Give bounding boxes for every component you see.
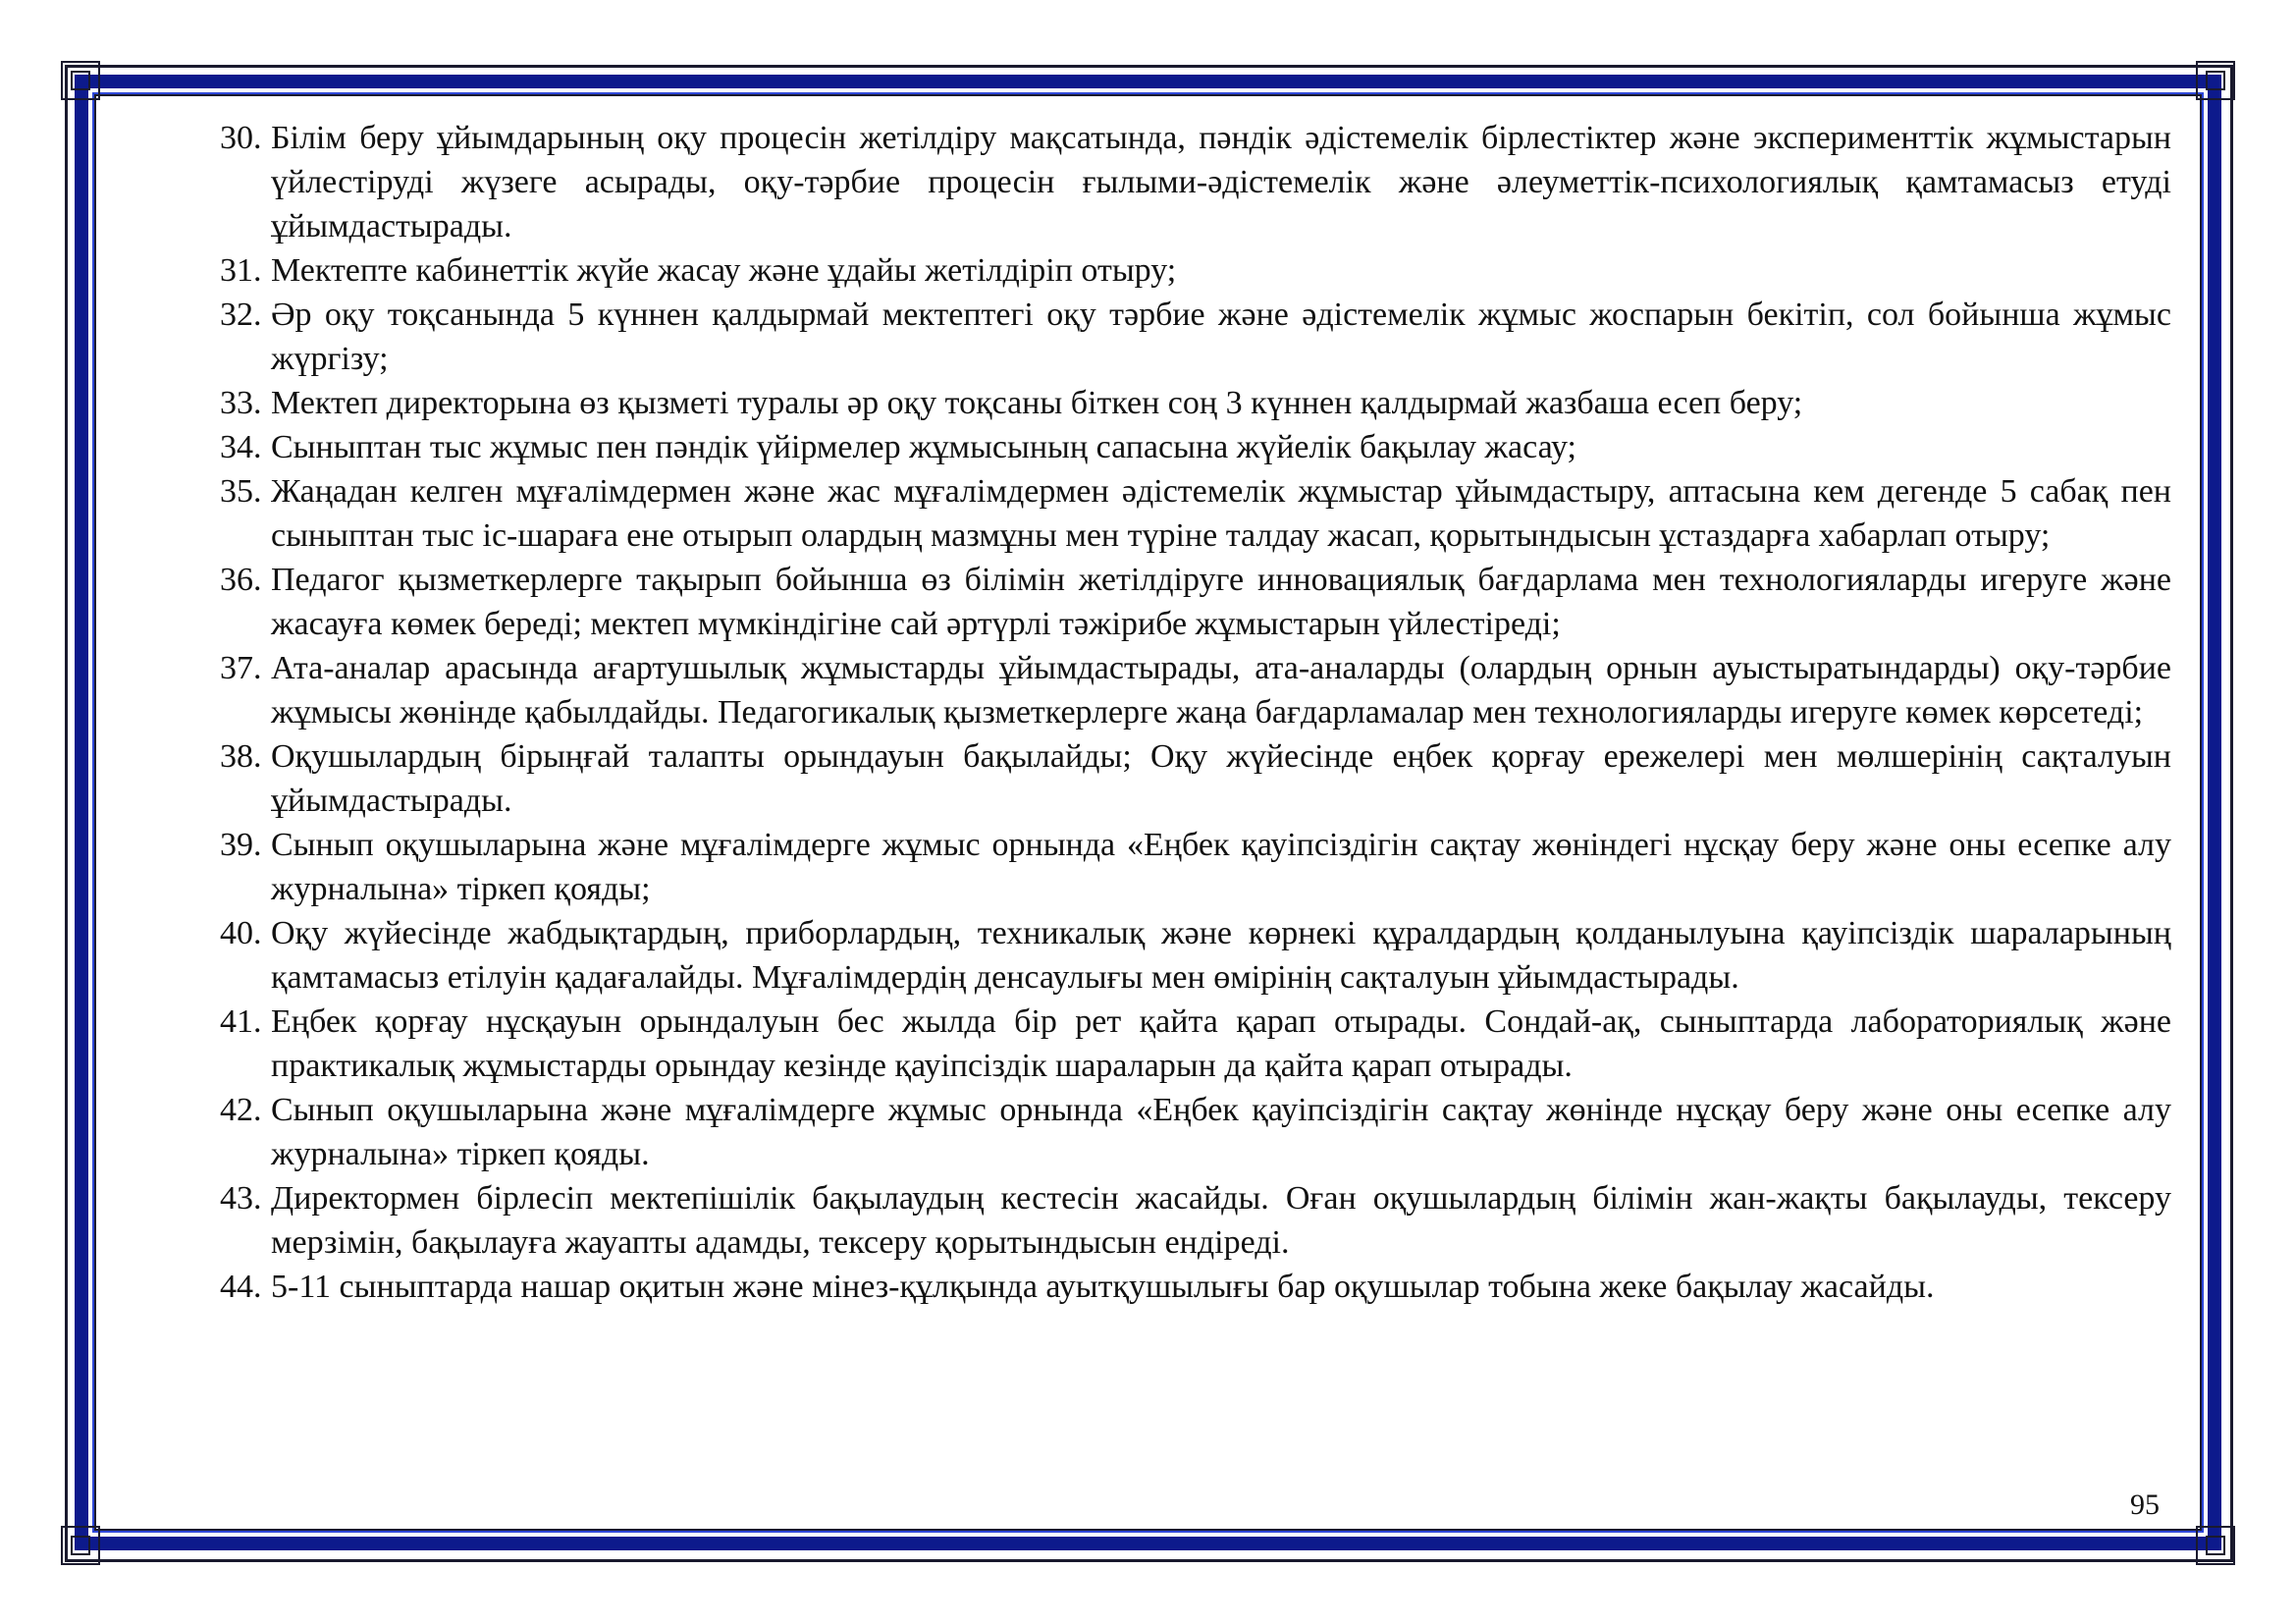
item-text: Директормен бірлесіп мектепішілік бақылаудың кестесін жасайды. Оған оқушылардың білімін жан-жақты бақылауды, тексеру мерзімін, бақылауға жауапты адамды, тексеру қорытындысын ендіреді. <box>271 1180 2171 1261</box>
item-number: 39. <box>220 827 262 863</box>
list-item <box>220 911 2171 1000</box>
frame-corner-ornament <box>61 61 100 100</box>
item-text: Еңбек қорғау нұсқауын орындалуын бес жылда бір рет қайта қарап отырады. Сондай-ақ, сыныптарда лабораториялық және практикалық жұмыстарды орындау кезінде қауіпсіздік шараларын да қайта қарап отырады. <box>271 1003 2171 1084</box>
frame-corner-ornament <box>2196 61 2235 100</box>
list-item <box>220 1265 2171 1309</box>
item-number: 30. <box>220 120 262 156</box>
item-text: Сынып оқушыларына және мұғалімдерге жұмыс орнында «Еңбек қауіпсіздігін сақтау жөнінде нұсқау беру және оны есепке алу журналына» тіркеп қояды. <box>271 1092 2171 1172</box>
item-number: 36. <box>220 562 262 598</box>
list-item <box>220 425 2171 469</box>
list-item <box>220 823 2171 911</box>
item-number: 37. <box>220 650 262 686</box>
item-text: Оқу жүйесінде жабдықтардың, приборлардың, техникалық және көрнекі құралдардың қолданылуына қауіпсіздік шараларының қамтамасыз етілуін қадағалайды. Мұғалімдердің денсаулығы мен өмірінің сақталуын ұйымдастырады. <box>271 915 2171 996</box>
list-item <box>220 469 2171 558</box>
item-number: 43. <box>220 1180 262 1217</box>
item-number: 38. <box>220 738 262 775</box>
item-text: Әр оқу тоқсанында 5 күннен қалдырмай мектептегі оқу тәрбие және әдістемелік жұмыс жоспарын бекітіп, сол бойынша жұмыс жүргізу; <box>271 297 2171 377</box>
item-text: Ата-аналар арасында ағартушылық жұмыстарды ұйымдастырады, ата-аналарды (олардың орнын ауыстыратындарды) оқу-тәрбие жұмысы жөнінде қабылдайды. Педагогикалық қызметкерлерге жаңа бағдарламалар мен технологияларды игеруге көмек көрсетеді; <box>271 650 2171 731</box>
document-body <box>220 116 2171 1309</box>
list-item <box>220 646 2171 734</box>
list-item <box>220 1176 2171 1265</box>
item-number: 32. <box>220 297 262 333</box>
item-text: Педагог қызметкерлерге тақырып бойынша өз білімін жетілдіруге инновациялық бағдарлама мен технологияларды игеруге және жасауға көмек береді; мектеп мүмкіндігіне сай әртүрлі тәжірибе жұмыстарын үйлестіреді; <box>271 562 2171 642</box>
item-number: 40. <box>220 915 262 951</box>
list-item <box>220 558 2171 646</box>
item-number: 35. <box>220 473 262 510</box>
item-number: 44. <box>220 1269 262 1305</box>
item-number: 41. <box>220 1003 262 1040</box>
list-item <box>220 116 2171 248</box>
item-number: 31. <box>220 252 262 289</box>
item-number: 42. <box>220 1092 262 1128</box>
item-number: 34. <box>220 429 262 465</box>
item-text: Сыныптан тыс жұмыс пен пәндік үйірмелер жұмысының сапасына жүйелік бақылау жасау; <box>271 429 1576 465</box>
item-text: Білім беру ұйымдарының оқу процесін жетілдіру мақсатында, пәндік әдістемелік бірлестіктер және эксперименттік жұмыстарын үйлестіруді жүзеге асырады, оқу-тәрбие процесін ғылыми-әдістемелік және әлеуметтік-психологиялық қамтамасыз етуді ұйымдастырады. <box>271 120 2171 244</box>
frame-corner-ornament <box>61 1526 100 1565</box>
item-text: Жаңадан келген мұғалімдермен және жас мұғалімдермен әдістемелік жұмыстар ұйымдастыру, аптасына кем дегенде 5 сабақ пен сыныптан тыс іс-шараға ене отырып олардың мазмұны мен түріне талдау жасап, қорытындысын ұстаздарға хабарлап отыру; <box>271 473 2171 554</box>
list-item <box>220 1000 2171 1088</box>
list-item <box>220 734 2171 823</box>
list-item <box>220 381 2171 425</box>
item-text: Оқушылардың бірыңғай талапты орындауын бақылайды; Оқу жүйесінде еңбек қорғау ережелері мен мөлшерінің сақталуын ұйымдастырады. <box>271 738 2171 819</box>
item-text: 5-11 сыныптарда нашар оқитын және мінез-құлқында ауытқушылығы бар оқушылар тобына жеке бақылау жасайды. <box>271 1269 1935 1305</box>
item-number: 33. <box>220 385 262 421</box>
item-text: Мектеп директорына өз қызметі туралы әр оқу тоқсаны біткен соң 3 күннен қалдырмай жазбаша есеп беру; <box>271 385 1803 421</box>
item-text: Мектепте кабинеттік жүйе жасау және ұдайы жетілдіріп отыру; <box>271 252 1177 289</box>
page-number: 95 <box>2130 1489 2160 1521</box>
item-text: Сынып оқушыларына және мұғалімдерге жұмыс орнында «Еңбек қауіпсіздігін сақтау жөніндегі нұсқау беру және оны есепке алу журналына» тіркеп қояды; <box>271 827 2171 907</box>
list-item <box>220 1088 2171 1176</box>
list-item <box>220 248 2171 293</box>
frame-corner-ornament <box>2196 1526 2235 1565</box>
list-item <box>220 293 2171 381</box>
